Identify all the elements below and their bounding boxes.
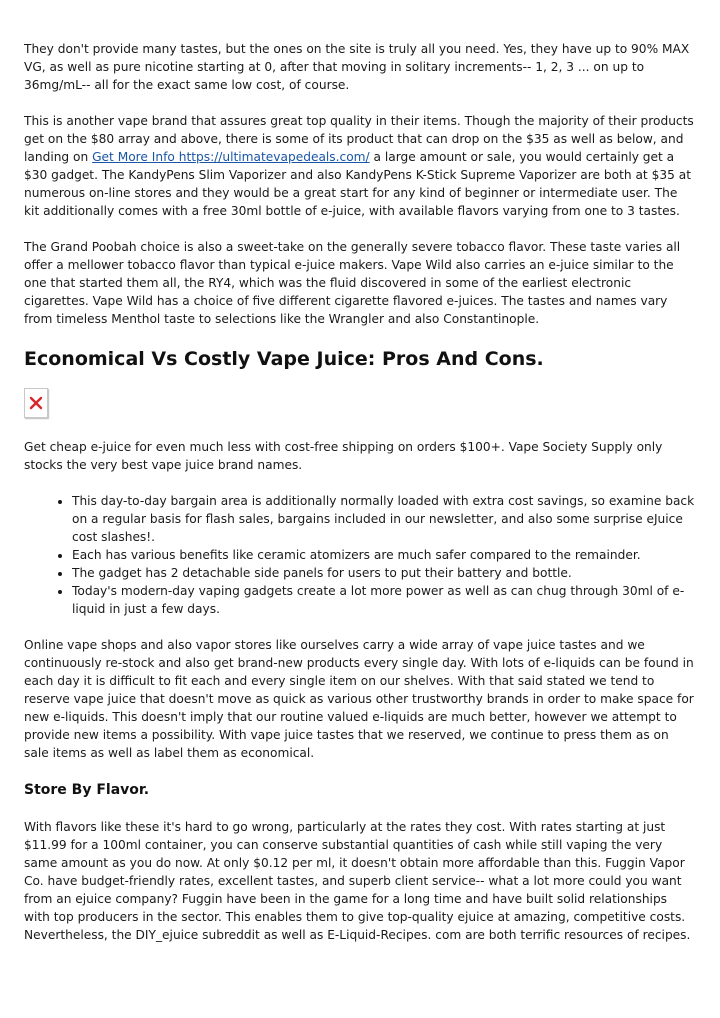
list-item: • Each has various benefits like ceramic atomizers are much safer compared to the remainder.	[72, 546, 696, 564]
get-more-info-link[interactable]: Get More Info https://ultimatevapedeals.com/	[92, 150, 370, 164]
list-item: • The gadget has 2 detachable side panels for users to put their battery and bottle.	[72, 564, 696, 582]
paragraph-3: The Grand Poobah choice is also a sweet-take on the generally severe tobacco flavor. These taste varies all offer a mellower tobacco flavor than typical e-juice makers. Vape Wild also carries an e-juice similar to the one that started them all, the RY4, which was the fluid discovered in some of the earliest electronic cigarettes. Vape Wild has a choice of five different cigarette flavored e-juices. The tastes and names vary from timeless Menthol taste to selections like the Wrangler and also Constantinople.	[24, 240, 681, 326]
list-item: • Today's modern-day vaping gadgets create a lot more power as well as can chug through 30ml of e-liquid in just a few days.	[72, 582, 696, 618]
subsection-heading: Store By Flavor.	[24, 782, 150, 798]
close-x-icon	[29, 396, 43, 410]
paragraph-1: They don't provide many tastes, but the ones on the site is truly all you need. Yes, they have up to 90% MAX VG, as well as pure nicotine starting at 0, after that moving in solitary increments-- 1, 2, 3 ... on up to 36mg/mL-- all for the exact same low cost, of course.	[24, 42, 690, 92]
paragraph-2-text-after: a large amount or sale, you would certainly get a $30 gadget. The KandyPens Slim Vaporizer and also KandyPens K-Stick Supreme Vaporizer are both at $35 at numerous on-line stores and they would be a great start for any kind of beginner or intermediate user. The kit additionally comes with a free 30ml bottle of e-juice, with available flavors varying from one to 3 tastes.	[24, 150, 691, 218]
paragraph-2-text-before: This is another vape brand that assures great top quality in their items. Though the majority of their products get on the $80 array and above, there is some of its product that can drop on the $35 as well as below, and landing on	[24, 114, 694, 164]
bullet-list	[24, 492, 696, 618]
list-item: • This day-to-day bargain area is additionally normally loaded with extra cost savings, so examine back on a regular basis for flash sales, bargains included in our newsletter, and also some surprise eJuice cost slashes!.	[72, 492, 696, 546]
section-heading: Economical Vs Costly Vape Juice: Pros And Cons.	[24, 348, 544, 370]
paragraph-4: Get cheap e-juice for even much less with cost-free shipping on orders $100+. Vape Society Supply only stocks the very best vape juice brand names.	[24, 440, 663, 472]
paragraph-6: With flavors like these it's hard to go wrong, particularly at the rates they cost. With rates starting at just $11.99 for a 100ml container, you can conserve substantial quantities of cash while still vaping the very same amount as you do now. At only $0.12 per ml, it doesn't obtain more affordable than this. Fuggin Vapor Co. have budget-friendly rates, excellent tastes, and superb client service-- what a lot more could you want from an ejuice company? Fuggin have been in the game for a long time and have built solid relationships with top producers in the sector. This enables them to give top-quality ejuice at amazing, competitive costs. Nevertheless, the DIY_ejuice subreddit as well as E-Liquid-Recipes. com are both terrific resources of recipes.	[24, 820, 691, 942]
paragraph-2	[24, 112, 696, 220]
broken-image-icon	[24, 388, 48, 418]
paragraph-5: Online vape shops and also vapor stores like ourselves carry a wide array of vape juice tastes and we continuously re-stock and also get brand-new products every single day. With lots of e-liquids can be found in each day it is difficult to fit each and every single item on our shelves. With that said stated we tend to reserve vape juice that doesn't move as quick as various other trustworthy brands in order to make space for new e-liquids. This doesn't imply that our routine valued e-liquids are much better, however we attempt to provide new items a possibility. With vape juice tastes that we reserved, we continue to press them as on sale items as well as label them as economical.	[24, 638, 694, 760]
